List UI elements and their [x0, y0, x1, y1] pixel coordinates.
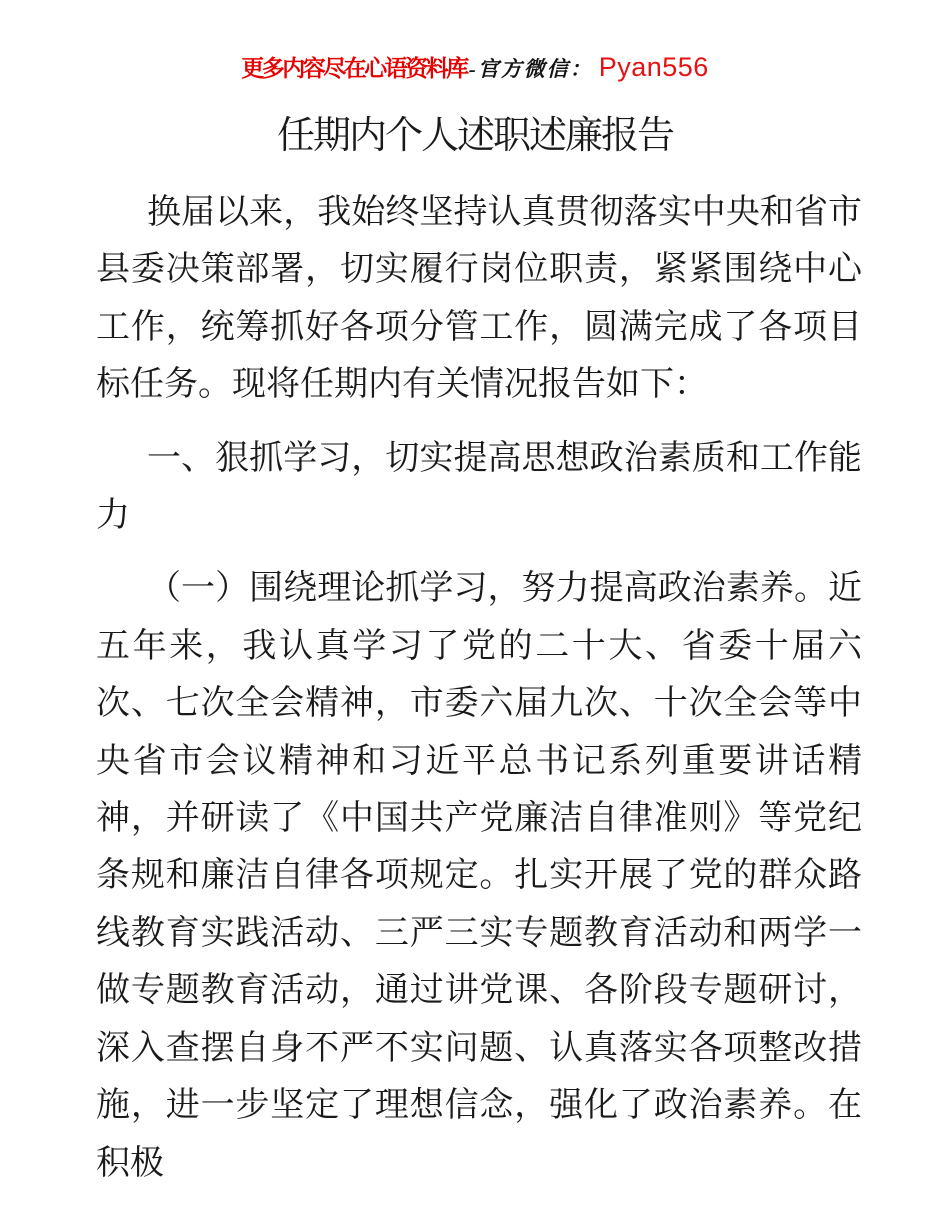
- paragraph-section-1-1: （一）围绕理论抓学习，努力提高政治素养。近五年来，我认真学习了党的二十大、省委十届六次、七次全会精神，市委六届九次、十次全会等中央省市会议精神和习近平总书记系列重要讲话精神，并研读了《中国共产党廉洁自律准则》等党纪条规和廉洁自律各项规定。扎实开展了党的群众路线教育实践活动、三严三实专题教育活动和两学一做专题教育活动，通过讲党课、各阶段专题研讨，深入查摆自身不严不实问题、认真落实各项整改措施，进一步坚定了理想信念，强化了政治素养。在积极: [96, 570, 862, 1182]
- watermark-banner: [0, 50, 950, 89]
- section-1-heading: 一、狠抓学习，切实提高思想政治素质和工作能力: [96, 439, 862, 535]
- paragraph-intro: 换届以来，我始终坚持认真贯彻落实中央和省市县委决策部署，切实履行岗位职责，紧紧围绕中心工作，统筹抓好各项分管工作，圆满完成了各项目标任务。现将任期内有关情况报告如下：: [96, 194, 862, 404]
- document-body: [96, 184, 862, 1192]
- document-title: 任期内个人述职述廉报告: [276, 115, 673, 157]
- watermark-site-text: 更多内容尽在心语资料库: [241, 56, 467, 81]
- watermark-wechat-label: -官方微信：: [468, 57, 593, 81]
- watermark-wechat-account: Pyan556: [598, 52, 709, 82]
